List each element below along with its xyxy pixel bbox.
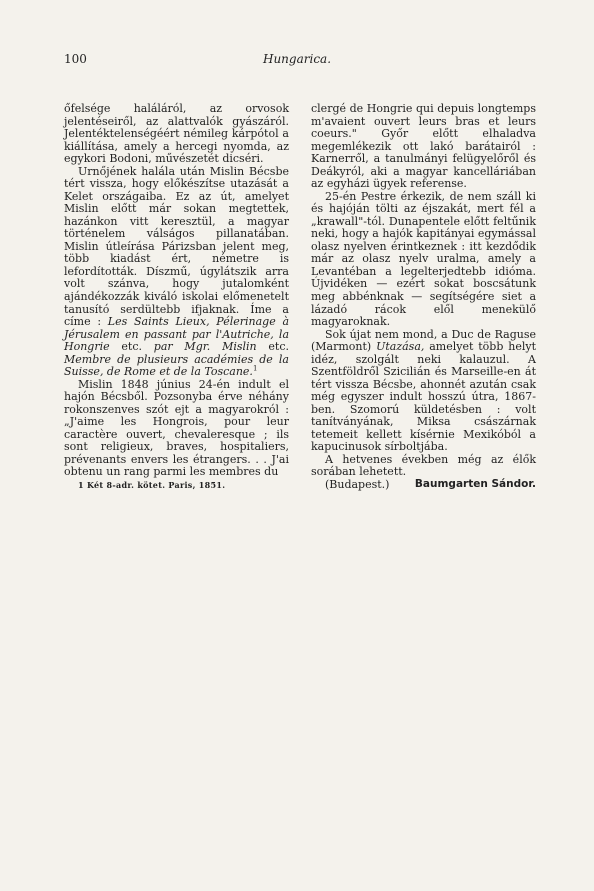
signature: [311, 479, 536, 492]
left-paragraph-2-text: Urnőjének halála után Mislin Bécsbe tért vissza, hogy előkészítse utazását a Kelet országaiba. Ez az út, amelyet Mislin előtt már sokan megtettek, hazánkon vitt keresztül, a magyar történelem válságos pillanatában. Mislin útleírása Párizsban jelent meg, több kiadást ért, németre is lefordították. Díszmű, úgylátszik arra volt szánva, hogy jutalomként ajándékozzák kiváló iskolai előmenetelt tanusító serdültebb ifjaknak. Íme a címe :: [64, 164, 289, 329]
right-paragraph-1: clergé de Hongrie qui depuis longtemps m'avaient ouvert leurs bras et leurs coeurs." Győr előtt elhaladva megemlékezik ott lakó barátairól : Karnerről, a tanulmányi felügyelőről és Deákyról, aki a magyar kancelláriában az egyházi ügyek referense.: [311, 102, 536, 191]
par-text: par: [153, 340, 173, 354]
right-paragraph-3-italic: Utazása,: [376, 340, 425, 354]
author-name: Mgr. Mislin: [172, 340, 257, 354]
footnote: [64, 481, 289, 490]
book-title-part-2: Membre de plusieurs académies de la Suisse, de Rome et de la Toscane.: [64, 352, 289, 379]
footnote-mark: 1: [252, 364, 258, 373]
etc-text-2: etc.: [256, 340, 289, 354]
left-paragraph-1: őfelsége haláláról, az orvosok jelentéseiről, az alattvalók gyászáról. Jelentéktelenségéért némileg kárpótol a kiállítása, amely a hercegi nyomda, az egykori Bodoni, művészetét dicséri.: [64, 102, 289, 166]
book-title-part-1: Les Saints Lieux, Pélerinage à Jérusalem en passant par l'Autriche, la Hongrie: [64, 315, 290, 354]
running-title: Hungarica.: [262, 52, 332, 66]
signature-author: Baumgarten Sándor.: [414, 477, 536, 490]
left-paragraph-3: Mislin 1848 június 24-én indult el hajón Bécsből. Pozsonyba érve néhány rokonszenves szót ejt a magyarokról : „J'aime les Hongrois, pour leur caractère ouvert, chevaleresque ; ils sont religieux, braves, hospitaliers, prévenants envers les étrangers. . . J'ai obtenu un rang parmi les membres du: [64, 377, 289, 479]
right-paragraph-3-b: amelyet több helyt idéz, szolgált neki kalauzul. A Szentföldről Szicilián és Marseille-en át tért vissza Bécsbe, ahonnét azután csak még egyszer indult hosszú útra, 1867-ben. Szomorú küldetésben : volt tanítványának, Miksa császárnak tetemeit kellett kísérnie Mexikóból a kapucinusok sírboltjába.: [311, 340, 536, 454]
left-paragraph-2: [64, 166, 289, 379]
page-number: 100: [64, 52, 87, 66]
right-paragraph-2: 25-én Pestre érkezik, de nem száll ki és hajóján tölti az éjszakát, mert fél a „krawall"-tól. Dunapentele előtt feltűnik neki, hogy a hajók kapitányai egymással olasz nyelven érintkeznek : itt kezdődik már az olasz nyelv uralma, amely a Levantéban a legelterjedtebb idióma. Újvidéken — ezért sokat boscsátunk meg abbénknak — segítségére siet a lázadó rácok elől menekülő magyaroknak.: [311, 189, 536, 329]
footnote-text: Két 8-adr. kötet. Paris, 1851.: [86, 479, 226, 490]
right-paragraph-4: A hetvenes években még az élők sorában lehetett.: [311, 452, 536, 479]
left-column: [64, 103, 289, 490]
footnote-number: 1: [78, 479, 84, 490]
etc-text: etc.: [109, 340, 154, 354]
right-paragraph-3-a: Sok újat nem mond, a Duc de Raguse (Marmont): [311, 327, 536, 354]
right-column: [311, 103, 536, 491]
right-paragraph-3: [311, 329, 536, 454]
signature-place: (Budapest.): [325, 477, 390, 491]
